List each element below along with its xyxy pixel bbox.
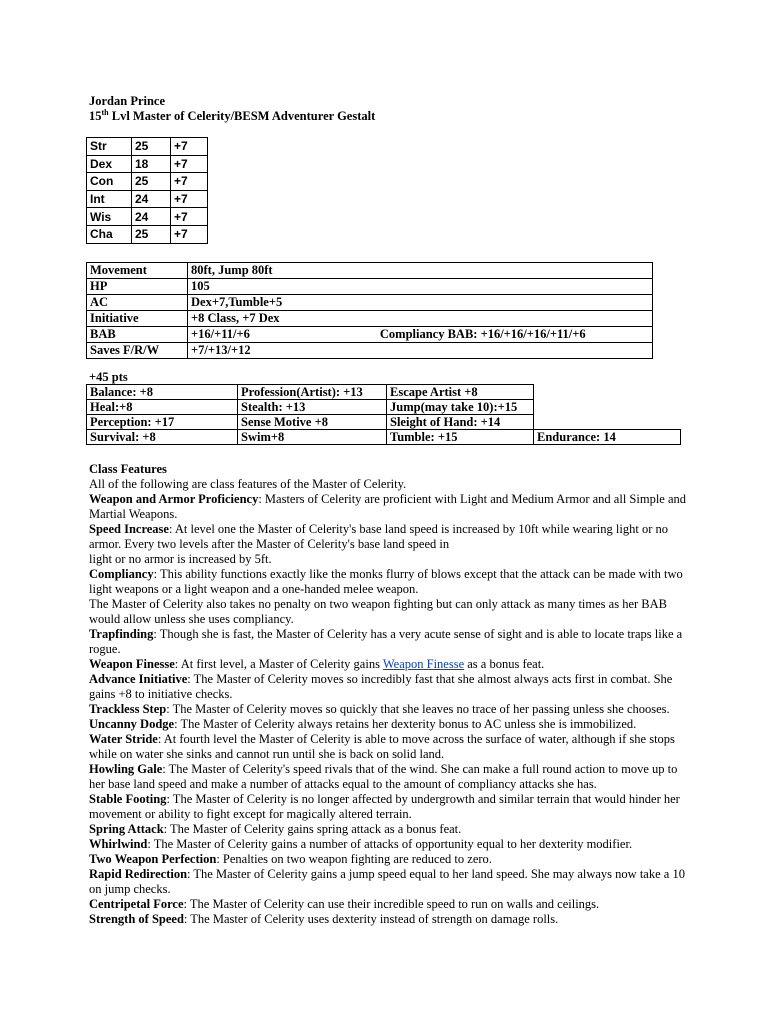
ability-modifier: +7 bbox=[171, 208, 208, 226]
feature-text: : The Master of Celerity gains a jump speed equal to her land speed. She may always now take a 10 on jump checks. bbox=[89, 867, 685, 896]
class-features-section bbox=[89, 462, 689, 927]
skill-cell: Profession(Artist): +13 bbox=[238, 385, 387, 400]
ability-score: 25 bbox=[132, 173, 171, 191]
feature-name: Compliancy bbox=[89, 567, 154, 581]
ac-label: AC bbox=[87, 295, 188, 311]
feature-name: Water Stride bbox=[89, 732, 158, 746]
skill-cell: Heal:+8 bbox=[87, 400, 238, 415]
skill-cell: Tumble: +15 bbox=[387, 430, 534, 445]
feature-item bbox=[89, 897, 689, 912]
skill-cell bbox=[534, 400, 681, 415]
feature-name: Rapid Redirection bbox=[89, 867, 188, 881]
ability-name: Dex bbox=[87, 155, 132, 173]
skills-table bbox=[86, 384, 681, 445]
table-row bbox=[87, 263, 653, 279]
ability-name: Str bbox=[87, 138, 132, 156]
feature-item bbox=[89, 567, 689, 597]
movement-label: Movement bbox=[87, 263, 188, 279]
feature-item bbox=[89, 522, 689, 552]
table-row bbox=[87, 208, 208, 226]
feature-text: : At fourth level the Master of Celerity is able to move across the surface of water, although if she stops while on water she sinks and cannot run until she is back on solid land. bbox=[89, 732, 675, 761]
table-row bbox=[87, 190, 208, 208]
skill-cell: Endurance: 14 bbox=[534, 430, 681, 445]
feature-item bbox=[89, 732, 689, 762]
skill-cell: Stealth: +13 bbox=[238, 400, 387, 415]
feature-text: : The Master of Celerity moves so quickly that she leaves no trace of her passing unless she chooses. bbox=[166, 702, 670, 716]
feature-item bbox=[89, 912, 689, 927]
ability-name: Wis bbox=[87, 208, 132, 226]
ability-scores-table bbox=[86, 137, 208, 244]
skill-cell bbox=[534, 415, 681, 430]
feature-item bbox=[89, 837, 689, 852]
feature-text: : The Master of Celerity can use their incredible speed to run on walls and ceilings. bbox=[183, 897, 600, 911]
feature-item bbox=[89, 672, 689, 702]
weapon-finesse-link[interactable]: Weapon Finesse bbox=[382, 657, 465, 671]
compliancy-bab-value: Compliancy BAB: +16/+16/+16/+11/+6 bbox=[379, 327, 586, 341]
feature-item bbox=[89, 852, 689, 867]
character-name: Jordan Prince bbox=[89, 94, 166, 108]
feature-text: : This ability functions exactly like the monks flurry of blows except that the attack can be made with two light weapons or a light weapon and a one-handed melee weapon. bbox=[89, 567, 683, 596]
table-row bbox=[87, 327, 653, 343]
feature-name: Weapon and Armor Proficiency bbox=[89, 492, 259, 506]
feature-text: : Penalties on two weapon fighting are reduced to zero. bbox=[216, 852, 492, 866]
ability-modifier: +7 bbox=[171, 155, 208, 173]
skill-cell: Perception: +17 bbox=[87, 415, 238, 430]
feature-weapon-finesse: Weapon Finesse: At first level, a Master of Celerity gains Weapon Finesse as a bonus feat. bbox=[89, 657, 545, 671]
skill-cell: Sense Motive +8 bbox=[238, 415, 387, 430]
ability-modifier: +7 bbox=[171, 173, 208, 191]
feature-name: Stable Footing bbox=[89, 792, 167, 806]
saves-value: +7/+13/+12 bbox=[188, 343, 653, 359]
bab-cell bbox=[188, 327, 653, 343]
feature-text: : The Master of Celerity moves so incredibly fast that she almost always acts first in combat. She gains +8 to initiative checks. bbox=[89, 672, 673, 701]
feature-text: : The Master of Celerity's speed rivals that of the wind. She can make a full round action to move up to her base land speed and make a number of attacks equal to the amount of compliancy attacks she has. bbox=[89, 762, 678, 791]
feature-text: : Masters of Celerity are proficient with Light and Medium Armor and all Simple and Martial Weapons. bbox=[89, 492, 687, 521]
character-class-line bbox=[89, 109, 375, 124]
feature-item bbox=[89, 762, 689, 792]
feature-item bbox=[89, 867, 689, 897]
feature-name: Trapfinding bbox=[89, 627, 154, 641]
skill-cell: Escape Artist +8 bbox=[387, 385, 534, 400]
feature-item bbox=[89, 792, 689, 822]
bab-label: BAB bbox=[87, 327, 188, 343]
table-row bbox=[87, 400, 681, 415]
table-row bbox=[87, 279, 653, 295]
ability-score: 24 bbox=[132, 208, 171, 226]
feature-name: Howling Gale bbox=[89, 762, 163, 776]
class-features-heading: Class Features bbox=[89, 462, 167, 476]
feature-text: : At level one the Master of Celerity's base land speed is increased by 10ft while wearing light or no armor. Every two levels after the Master of Celerity's base land speed in bbox=[89, 522, 668, 551]
table-row bbox=[87, 138, 208, 156]
feature-name: Uncanny Dodge bbox=[89, 717, 175, 731]
ac-value: Dex+7,Tumble+5 bbox=[188, 295, 653, 311]
feature-text: : The Master of Celerity always retains her dexterity bonus to AC unless she is immobilized. bbox=[174, 717, 637, 731]
table-row bbox=[87, 385, 681, 400]
feature-text: light or no armor is increased by 5ft. bbox=[89, 552, 272, 566]
table-row bbox=[87, 311, 653, 327]
feature-text: The Master of Celerity also takes no penalty on two weapon fighting but can only attack as many times as her BAB would allow unless she uses compliancy. bbox=[89, 597, 667, 626]
combat-stats-table bbox=[86, 262, 653, 359]
feature-text: : Though she is fast, the Master of Celerity has a very acute sense of sight and is able to locate traps like a rogue. bbox=[89, 627, 683, 656]
feature-name: Trackless Step bbox=[89, 702, 167, 716]
feature-text: : The Master of Celerity gains spring attack as a bonus feat. bbox=[163, 822, 462, 836]
table-row bbox=[87, 155, 208, 173]
table-row bbox=[87, 343, 653, 359]
feature-text: : The Master of Celerity gains a number of attacks of opportunity equal to her dexterity modifier. bbox=[147, 837, 633, 851]
skill-cell: Sleight of Hand: +14 bbox=[387, 415, 534, 430]
ability-score: 18 bbox=[132, 155, 171, 173]
skill-cell: Survival: +8 bbox=[87, 430, 238, 445]
feature-name: Spring Attack bbox=[89, 822, 164, 836]
feature-item bbox=[89, 492, 689, 522]
class-features-intro: All of the following are class features of the Master of Celerity. bbox=[89, 477, 407, 491]
hp-label: HP bbox=[87, 279, 188, 295]
movement-value: 80ft, Jump 80ft bbox=[188, 263, 653, 279]
feature-item bbox=[89, 597, 689, 627]
skill-cell: Jump(may take 10):+15 bbox=[387, 400, 534, 415]
ability-score: 25 bbox=[132, 225, 171, 243]
skill-cell: Balance: +8 bbox=[87, 385, 238, 400]
skill-cell: Swim+8 bbox=[238, 430, 387, 445]
feature-text: : The Master of Celerity is no longer affected by undergrowth and similar terrain that would hinder her movement or ability to fight except for magically altered terrain. bbox=[89, 792, 680, 821]
table-row bbox=[87, 415, 681, 430]
feature-item bbox=[89, 822, 689, 837]
ability-score: 25 bbox=[132, 138, 171, 156]
ability-modifier: +7 bbox=[171, 138, 208, 156]
table-row bbox=[87, 173, 208, 191]
initiative-label: Initiative bbox=[87, 311, 188, 327]
skill-points: +45 pts bbox=[89, 370, 128, 384]
bab-value: +16/+11/+6 bbox=[191, 327, 250, 341]
feature-name: Strength of Speed bbox=[89, 912, 184, 926]
feature-name: Whirlwind bbox=[89, 837, 148, 851]
table-row bbox=[87, 295, 653, 311]
feature-name: Centripetal Force bbox=[89, 897, 184, 911]
ability-name: Con bbox=[87, 173, 132, 191]
ability-name: Cha bbox=[87, 225, 132, 243]
initiative-value: +8 Class, +7 Dex bbox=[188, 311, 653, 327]
feature-name: Two Weapon Perfection bbox=[89, 852, 217, 866]
ability-name: Int bbox=[87, 190, 132, 208]
saves-label: Saves F/R/W bbox=[87, 343, 188, 359]
ability-modifier: +7 bbox=[171, 190, 208, 208]
ability-modifier: +7 bbox=[171, 225, 208, 243]
level-number: 15 bbox=[89, 109, 102, 123]
table-row bbox=[87, 430, 681, 445]
feature-item bbox=[89, 627, 689, 657]
level-suffix: th bbox=[101, 107, 109, 117]
feature-name: Speed Increase bbox=[89, 522, 169, 536]
ability-score: 24 bbox=[132, 190, 171, 208]
feature-text: : The Master of Celerity uses dexterity instead of strength on damage rolls. bbox=[183, 912, 559, 926]
table-row bbox=[87, 225, 208, 243]
class-description: Lvl Master of Celerity/BESM Adventurer Gestalt bbox=[108, 109, 376, 123]
feature-item bbox=[89, 717, 689, 732]
feature-item bbox=[89, 552, 689, 567]
feature-name: Advance Initiative bbox=[89, 672, 188, 686]
feature-item bbox=[89, 702, 689, 717]
hp-value: 105 bbox=[188, 279, 653, 295]
skill-cell bbox=[534, 385, 681, 400]
